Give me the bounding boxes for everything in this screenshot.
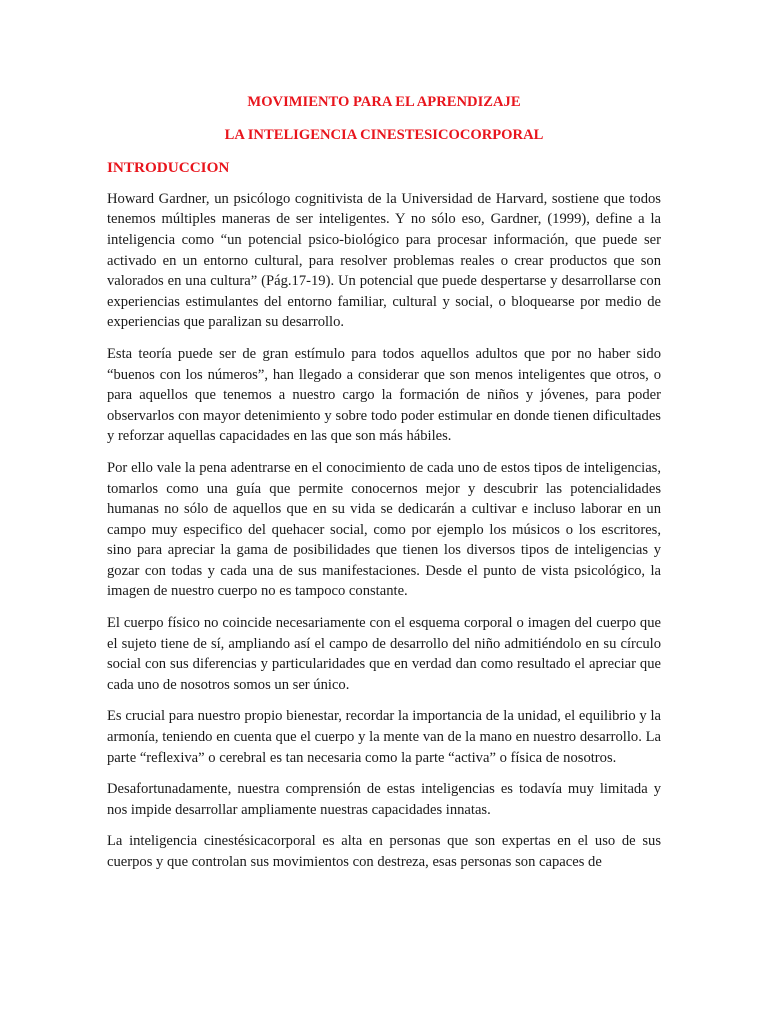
section-heading-introduccion: INTRODUCCION bbox=[107, 159, 230, 177]
paragraph: El cuerpo físico no coincide necesariamente con el esquema corporal o imagen del cuerpo que el sujeto tiene de sí, ampliando así el campo de desarrollo del niño admitiéndolo en su círculo social con sus diferencias y particularidades que en verdad dan como resultado el apreciar que cada uno de nosotros somos un ser único. bbox=[107, 615, 661, 693]
document-subtitle: LA INTELIGENCIA CINESTESICOCORPORAL bbox=[224, 126, 544, 143]
paragraph: Por ello vale la pena adentrarse en el conocimiento de cada uno de estos tipos de inteligencias, tomarlos como una guía que permite conocernos mejor y descubrir las potencialidades humanas no sólo de aquellos que en su vida se dedicarán a cultivar e incluso laborar en un campo muy especifico del quehacer social, como por ejemplo los músicos o los escritores, sino para apreciar la gama de posibilidades que tienen los diversos tipos de inteligencias y gozar con todas y cada una de sus manifestaciones. Desde el punto de vista psicológico, la imagen de nuestro cuerpo no es tampoco constante. bbox=[107, 459, 661, 600]
document-title: MOVIMIENTO PARA EL APRENDIZAJE bbox=[247, 94, 521, 110]
paragraph: Es crucial para nuestro propio bienestar, recordar la importancia de la unidad, el equilibrio y la armonía, teniendo en cuenta que el cuerpo y la mente van de la mano en nuestro desarrollo. La parte “reflexiva” o cerebral es tan necesaria como la parte “activa” o física de nosotros. bbox=[107, 708, 661, 766]
paragraph: Howard Gardner, un psicólogo cognitivista de la Universidad de Harvard, sostiene que todos tenemos múltiples maneras de ser inteligentes. Y no sólo eso, Gardner, (1999), define a la inteligencia como “un potencial psico-biológico para procesar información, que puede ser activado en un entorno cultural, para resolver problemas reales o crear productos que son valorados en una cultura” (Pág.17-19). Un potencial que puede despertarse y desarrollarse con experiencias estimulantes del entorno familiar, cultural y social, o bloquearse por medio de experiencias que paralizan su desarrollo. bbox=[107, 190, 661, 331]
paragraph: La inteligencia cinestésicacorporal es alta en personas que son expertas en el uso de sus cuerpos y que controlan sus movimientos con destreza, esas personas son capaces de bbox=[107, 833, 661, 870]
document-content bbox=[107, 88, 661, 873]
paragraph: Desafortunadamente, nuestra comprensión de estas inteligencias es todavía muy limitada y nos impide desarrollar ampliamente nuestras capacidades innatas. bbox=[107, 781, 661, 818]
paragraph: Esta teoría puede ser de gran estímulo para todos aquellos adultos que por no haber sido “buenos con los números”, han llegado a considerar que son menos inteligentes que otros, o para aquellos que tenemos a nuestro cargo la formación de niños y jóvenes, para poder observarlos con mayor detenimiento y sobre todo poder estimular en donde tienen dificultades y reforzar aquellas capacidades en las que son más hábiles. bbox=[107, 345, 661, 445]
